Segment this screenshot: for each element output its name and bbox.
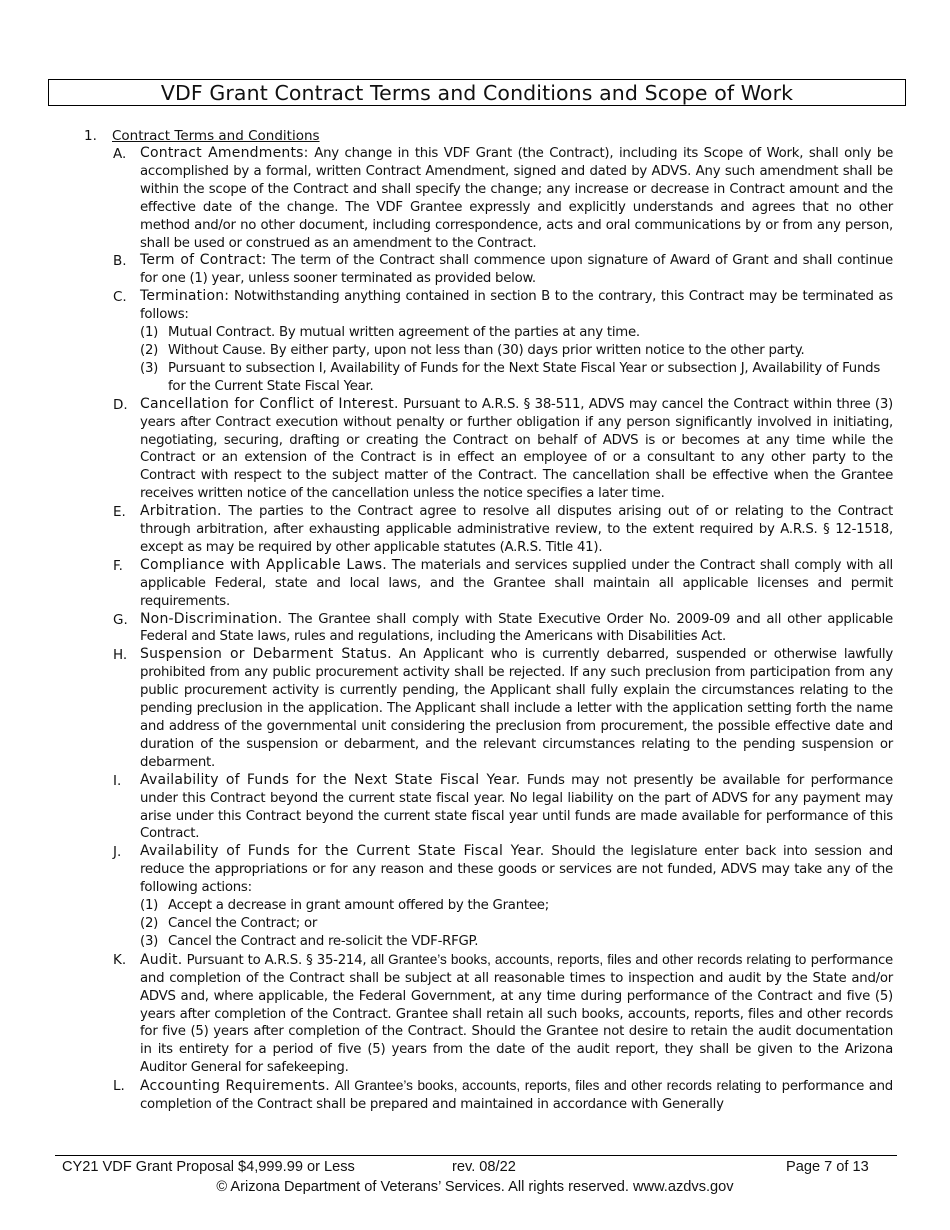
clause-text: Pursuant to A.R.S. § 35-214, — [186, 952, 367, 968]
clause-text-rest: performance and completion of the Contract shall be prepared and maintained in accordance with Generally — [140, 1079, 894, 1113]
clause-lead: Non-Discrimination. — [140, 610, 283, 627]
sub-item — [140, 933, 893, 951]
clause-text: Any change in this VDF Grant (the Contract), including its Scope of Work, shall only be accomplished by a formal, written Contract Amendment, signed and dated by ADVS. Any such amendment shall be within the scope of the Contract and shall specify the change; any increase or decrease in Contract amount and the effective date of the change. The VDF Grantee expressly and explicitly understands and agrees that no other method and/or no other document, including correspondence, acts and oral communications by or from any person, shall be used or construed as an amendment to the Contract. — [140, 146, 893, 251]
clause-lead: Cancellation for Conflict of Interest. — [140, 395, 399, 412]
clause-letter: A. — [113, 146, 127, 162]
clause-lead: Compliance with Applicable Laws. — [140, 556, 387, 573]
clause-text-arial: All Grantee’s books, accounts, reports, files and other records relating to — [334, 1078, 777, 1094]
sub-item-text: Without Cause. By either party, upon not less than (30) days prior written notice to the other party. — [168, 342, 805, 358]
clause-text: The parties to the Contract agree to resolve all disputes arising out of or relating to the Contract through arbitration, after exhausting applicable administrative review, to the extent required by A.R.S. § 12-1518, except as may be required by other applicable statutes (A.R.S. Title 41). — [140, 504, 893, 555]
clause-letter: J. — [113, 844, 122, 861]
clause-letter: B. — [113, 253, 127, 270]
clause-text: The materials and services supplied under the Contract shall comply with all applicable Federal, state and local laws, and the Grantee shall maintain all applicable licenses and permit requirements. — [140, 557, 893, 609]
clause-lead: Suspension or Debarment Status. — [140, 646, 392, 663]
clause-text: The Grantee shall comply with State Executive Order No. 2009-09 and all other applicable Federal and State laws, rules and regulations, including the Americans with Disabilities Act. — [140, 611, 893, 645]
clause-lead: Audit. — [140, 951, 183, 968]
clause-h — [0, 646, 950, 771]
sub-item — [140, 897, 893, 915]
clause-letter: E. — [113, 504, 126, 521]
clause-letter: D. — [113, 396, 128, 413]
sub-item-text: Cancel the Contract; or — [168, 915, 318, 931]
sub-item — [140, 324, 893, 342]
document-body — [0, 127, 950, 1114]
clause-f — [0, 557, 950, 611]
sub-item-text: Mutual Contract. By mutual written agreement of the parties at any time. — [168, 325, 640, 341]
sub-item-number: (2) — [140, 342, 159, 358]
footer-copyright: © Arizona Department of Veterans’ Services. All rights reserved. www.azdvs.gov — [216, 1179, 734, 1195]
sub-item-number: (3) — [140, 933, 159, 949]
clause-letter: H. — [113, 647, 128, 664]
clause-j — [0, 843, 950, 950]
sub-item — [140, 915, 893, 933]
clause-text: An Applicant who is currently debarred, suspended or otherwise lawfully prohibited from any public procurement activity shall be rejected. If any such preclusion from participation from any public procurement activity is currently pending, the Applicant shall fully explain the circumstances relating to the pending preclusion in the application. The Applicant shall include a letter with the application setting forth the name and address of the governmental unit considering the preclusion from procurement, the possible effective date and duration of the suspension or debarment, and the relevant circumstances relating to the pending suspension or debarment. — [140, 647, 893, 770]
clause-i — [0, 772, 950, 844]
clause-letter: L. — [113, 1078, 125, 1095]
clause-text-rest: performance and completion of the Contract shall be subject at all reasonable times to inspection and audit by the State and/or ADVS and, where applicable, the Federal Government, at any time during performance of the Contract and five (5) years after completion of the Contract. Grantee shall retain all such books, accounts, reports, files and other records for five (5) years after completion of the Contract. Should the Grantee not desire to retain the audit documentation in its entirety for a period of five (5) years from the date of the audit report, they shall be given to the Arizona Auditor General for safekeeping. — [140, 952, 893, 1076]
sub-item — [140, 360, 893, 396]
clause-lead: Availability of Funds for the Next State Fiscal Year. — [140, 771, 521, 788]
clause-lead: Arbitration. — [140, 503, 222, 520]
sub-item-text: Pursuant to subsection I, Availability of Funds for the Next State Fiscal Year or subsection J, Availability of Funds for the Current State Fiscal Year. — [168, 360, 881, 394]
sub-item-text: Cancel the Contract and re-solicit the VDF-RFGP. — [168, 933, 479, 949]
clause-letter: C. — [113, 289, 127, 306]
section-number: 1. — [84, 128, 97, 144]
footer-document-name: CY21 VDF Grant Proposal $4,999.99 or Less — [62, 1159, 355, 1175]
section-heading-row — [0, 127, 950, 145]
clause-a — [0, 145, 950, 252]
clause-b — [0, 252, 950, 288]
sub-item-number: (3) — [140, 360, 159, 376]
document-title: VDF Grant Contract Terms and Conditions and Scope of Work — [48, 79, 906, 106]
clause-text: Pursuant to A.R.S. § 38-511, ADVS may cancel the Contract within three (3) years after Contract execution without penalty or further obligation if any person significantly involved in initiating, negotiating, securing, drafting or creating the Contract on behalf of ADVS is or becomes at any time while the Contract or an extension of the Contract is in effect an employee of or a consultant to any other party to the Contract with respect to the subject matter of the Contract. The cancellation shall be effective when the Grantee receives written notice of the cancellation unless the notice specifies a later time. — [140, 396, 893, 502]
clause-l — [0, 1077, 950, 1114]
clause-text: The term of the Contract shall commence upon signature of Award of Grant and shall continue for one (1) year, unless sooner terminated as provided below. — [140, 253, 893, 287]
footer-divider — [55, 1155, 897, 1156]
clause-k — [0, 951, 950, 1077]
clause-lead: Contract Amendments: — [140, 145, 309, 161]
sub-item — [140, 342, 893, 360]
clause-text: Notwithstanding anything contained in section B to the contrary, this Contract may be terminated as follows: — [140, 289, 893, 323]
clause-g — [0, 611, 950, 647]
clause-d — [0, 396, 950, 503]
clause-letter: F. — [113, 557, 123, 574]
sub-item-number: (1) — [140, 898, 159, 914]
clause-e — [0, 503, 950, 557]
clause-letter: G. — [113, 611, 128, 628]
footer-revision: rev. 08/22 — [452, 1159, 516, 1175]
clause-lead: Termination: — [140, 288, 230, 305]
clause-letter: I. — [113, 772, 122, 789]
clause-lead: Term of Contract: — [140, 252, 267, 269]
clause-lead: Availability of Funds for the Current State Fiscal Year. — [140, 843, 545, 860]
clause-text: Funds may not presently be available for performance under this Contract beyond the current state fiscal year. No legal liability on the part of ADVS for any payment may arise under this Contract beyond the current state fiscal year until funds are made available for performance of this Contract. — [140, 772, 893, 842]
clause-text: Should the legislature enter back into session and reduce the appropriations or for any reason and these goods or services are not funded, ADVS may take any of the following actions: — [140, 844, 893, 896]
clause-lead: Accounting Requirements. — [140, 1078, 330, 1095]
sub-item-text: Accept a decrease in grant amount offered by the Grantee; — [168, 898, 549, 914]
clause-c — [0, 288, 950, 395]
clause-letter: K. — [113, 951, 127, 968]
sub-item-number: (1) — [140, 325, 159, 341]
footer-page-number: Page 7 of 13 — [786, 1159, 869, 1175]
sub-item-number: (2) — [140, 915, 159, 931]
clause-text-arial: all Grantee’s books, accounts, reports, files and other records relating to — [370, 951, 807, 967]
section-heading: Contract Terms and Conditions — [112, 128, 320, 144]
